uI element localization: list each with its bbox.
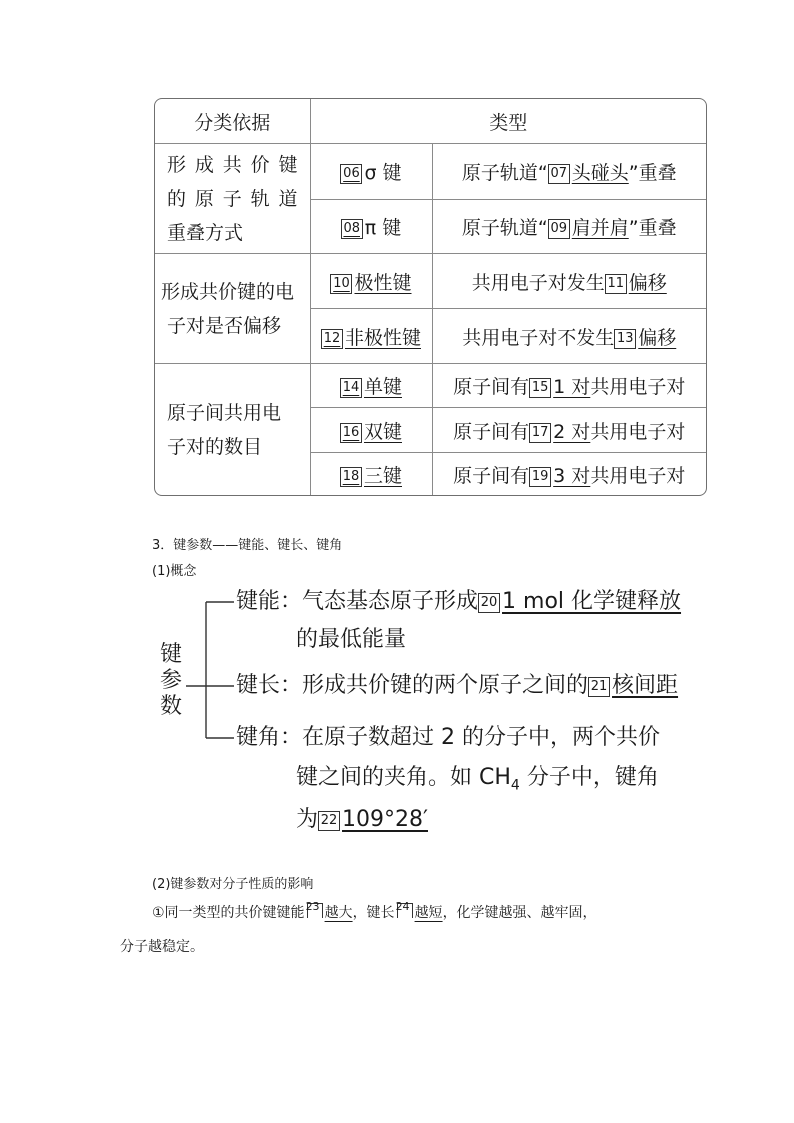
desc-text: 共用电子对 bbox=[590, 465, 686, 488]
answer-text: 头碰头 bbox=[571, 162, 629, 184]
type-cell bbox=[310, 254, 432, 309]
blank-number: 21 bbox=[588, 677, 610, 697]
type-label: 非极性键 bbox=[344, 326, 421, 349]
term-label: 键能： bbox=[236, 589, 303, 614]
type-cell bbox=[310, 144, 432, 200]
section-heading: 3．键参数——键能、键长、键角 bbox=[152, 538, 343, 553]
type-cell bbox=[310, 408, 432, 453]
desc-text: ”重叠 bbox=[628, 162, 677, 184]
desc-cell bbox=[432, 200, 706, 254]
blank-number: 22 bbox=[318, 811, 340, 831]
basis-line: 形成共价键 bbox=[167, 153, 298, 176]
classification-table bbox=[155, 99, 706, 496]
blank-number: 11 bbox=[605, 274, 627, 294]
answer-text: 2 对 bbox=[553, 420, 591, 443]
header-basis: 分类依据 bbox=[155, 99, 310, 144]
basis-line: 子对是否偏移 bbox=[167, 314, 282, 337]
desc-text: 共用电子对不发生 bbox=[462, 326, 615, 349]
header-type: 类型 bbox=[310, 99, 706, 144]
type-label: σ 键 bbox=[364, 162, 402, 184]
desc-cell bbox=[432, 254, 706, 309]
basis-line: 子对的数目 bbox=[167, 436, 263, 458]
answer-text: 1 对 bbox=[553, 376, 591, 398]
subheading-influence: (2)键参数对分子性质的影响 bbox=[152, 877, 314, 892]
type-cell bbox=[310, 453, 432, 497]
blank-number: 12 bbox=[321, 329, 343, 349]
desc-cell bbox=[432, 309, 706, 364]
answer-text: 肩并肩 bbox=[571, 217, 629, 239]
influence-paragraph bbox=[152, 898, 712, 928]
desc-text: 共用电子对发生 bbox=[471, 271, 605, 294]
table-row bbox=[155, 144, 706, 200]
classification-table-frame bbox=[154, 98, 707, 496]
subscript: 4 bbox=[510, 777, 520, 794]
blank-number: 19 bbox=[529, 467, 551, 487]
blank-number: 14 bbox=[340, 378, 362, 398]
blank-number: 20 bbox=[478, 593, 500, 613]
answer-text: 偏移 bbox=[628, 271, 667, 294]
table-row bbox=[155, 364, 706, 408]
bond-angle bbox=[236, 720, 660, 756]
answer-text: 越短 bbox=[414, 905, 443, 921]
subheading-concept: (1)概念 bbox=[152, 564, 197, 579]
basis-line: 的原子轨道 bbox=[167, 187, 298, 210]
desc-cell bbox=[432, 144, 706, 200]
basis-line: 原子间共用电 bbox=[167, 402, 282, 424]
type-label: π 键 bbox=[364, 217, 402, 239]
type-cell bbox=[310, 364, 432, 408]
answer-text: 越大 bbox=[324, 905, 353, 921]
desc-cell bbox=[432, 408, 706, 453]
blank-number: 24 bbox=[395, 900, 410, 913]
root-char: 数 bbox=[159, 694, 182, 719]
desc-text: 原子间有 bbox=[453, 420, 530, 443]
definition-text: 为 bbox=[296, 807, 319, 832]
blank-number: 06 bbox=[340, 164, 362, 184]
basis-overlap bbox=[155, 144, 310, 254]
bond-energy bbox=[236, 584, 681, 620]
blank-number: 13 bbox=[614, 329, 636, 349]
basis-polarity bbox=[155, 254, 310, 364]
type-label: 极性键 bbox=[354, 271, 412, 294]
desc-text: 原子间有 bbox=[453, 465, 530, 488]
blank-number: 09 bbox=[548, 219, 570, 239]
type-cell bbox=[310, 200, 432, 254]
root-char: 参 bbox=[159, 668, 182, 693]
desc-text: 原子轨道“ bbox=[461, 162, 548, 184]
blank-number: 17 bbox=[529, 423, 551, 443]
blank-number: 16 bbox=[340, 423, 362, 443]
paragraph-text: ，键长 bbox=[352, 905, 395, 921]
table-row bbox=[155, 254, 706, 309]
bond-energy-line2: 的最低能量 bbox=[296, 627, 407, 652]
desc-cell bbox=[432, 453, 706, 497]
type-label: 双键 bbox=[363, 420, 402, 443]
type-label: 三键 bbox=[363, 465, 402, 488]
root-label bbox=[156, 642, 186, 720]
basis-line: 形成共价键的电 bbox=[161, 280, 295, 303]
blank-number: 18 bbox=[340, 467, 362, 487]
answer-text: 109°28′ bbox=[342, 807, 428, 832]
type-label: 单键 bbox=[363, 376, 402, 398]
bond-length bbox=[236, 668, 678, 704]
definition-text: 在原子数超过 2 的分子中，两个共价 bbox=[302, 725, 661, 750]
bond-parameter-diagram bbox=[156, 590, 716, 850]
blank-marker bbox=[305, 900, 323, 918]
definition-text: 气态基态原子形成 bbox=[302, 589, 479, 614]
bond-angle-line3 bbox=[296, 802, 428, 838]
basis-line: 重叠方式 bbox=[167, 221, 244, 244]
term-label: 键长： bbox=[236, 673, 303, 698]
desc-text: 共用电子对 bbox=[590, 376, 686, 398]
answer-text: 核间距 bbox=[612, 673, 679, 698]
root-char: 键 bbox=[159, 642, 182, 667]
answer-text: 偏移 bbox=[638, 326, 677, 349]
blank-number: 23 bbox=[305, 900, 320, 913]
paragraph-text: ①同一类型的共价键键能 bbox=[152, 905, 305, 921]
blank-number: 07 bbox=[548, 164, 570, 184]
definition-text: 形成共价键的两个原子之间的 bbox=[302, 673, 589, 698]
definition-text: 键之间的夹角。如 CH bbox=[296, 765, 511, 790]
bond-angle-line2 bbox=[296, 760, 659, 803]
answer-text: 3 对 bbox=[553, 465, 591, 488]
desc-text: 原子间有 bbox=[453, 376, 530, 398]
blank-number: 10 bbox=[330, 274, 352, 294]
definition-text: 分子中，键角 bbox=[519, 765, 659, 790]
blank-number: 15 bbox=[529, 378, 551, 398]
table-header-row bbox=[155, 99, 706, 144]
blank-marker bbox=[395, 900, 413, 918]
blank-number: 08 bbox=[341, 219, 363, 239]
influence-paragraph-line2: 分子越稳定。 bbox=[120, 939, 204, 955]
desc-text: 原子轨道“ bbox=[461, 217, 548, 239]
type-cell bbox=[310, 309, 432, 364]
desc-text: 共用电子对 bbox=[590, 420, 686, 443]
term-label: 键角： bbox=[236, 725, 303, 750]
paragraph-text: ，化学键越强、越牢固， bbox=[442, 905, 597, 921]
answer-text: 1 mol 化学键释放 bbox=[502, 589, 682, 614]
desc-cell bbox=[432, 364, 706, 408]
basis-count bbox=[155, 364, 310, 497]
desc-text: ”重叠 bbox=[628, 217, 677, 239]
